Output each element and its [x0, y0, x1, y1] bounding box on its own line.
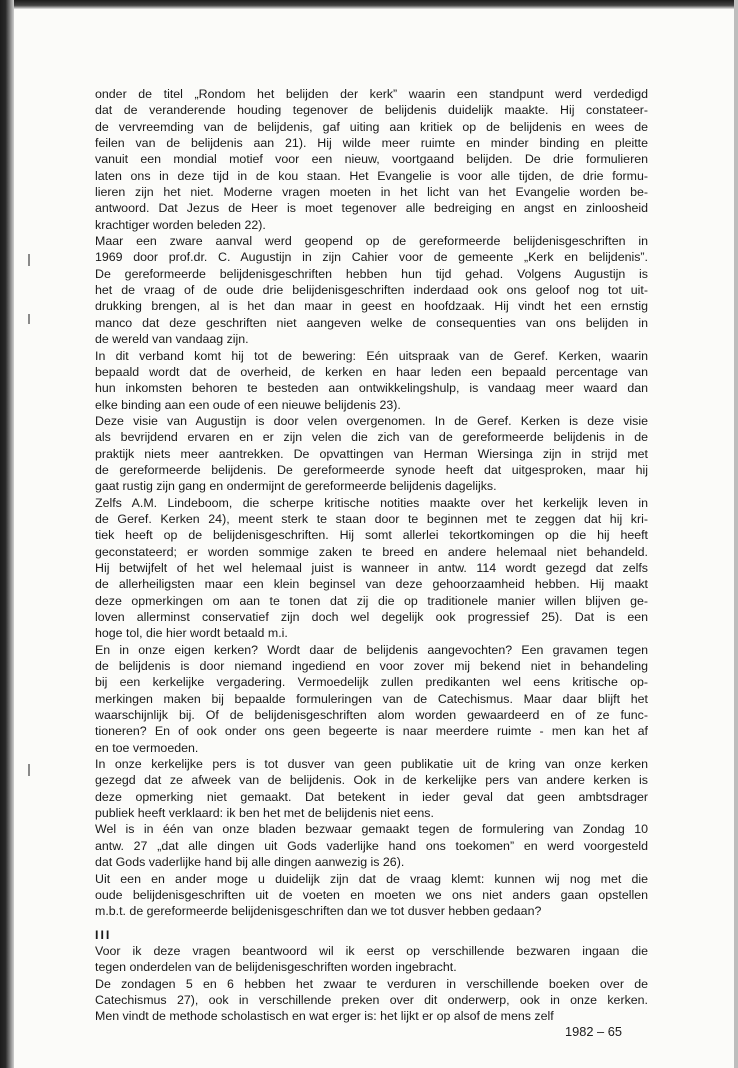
text-line: tioneren? En of ook onder ons geen begeerte is naar meerdere ruimte - men kan het af: [95, 724, 648, 739]
text-line: 1969 door prof.dr. C. Augustijn in zijn Cahier voor de gemeente „Kerk en belijdenis”.: [95, 250, 648, 265]
text-line: de Geref. Kerken 24), meent sterk te staan door te beginnen met te zeggen dat hij kri-: [95, 511, 648, 526]
paragraph: [95, 642, 648, 756]
text-line: laten ons in deze tijd in de kou staan. Het Evangelie is voor alle tijden, de drie formu-: [95, 168, 648, 183]
text-line: drukking brengen, al is het dan maar in geest en hoofdzaak. Hij vindt het een ernstig: [95, 299, 648, 314]
text-line: Catechismus 27), ook in verschillende preken over dit onderwerp, ook in onze kerken.: [95, 992, 648, 1007]
text-line: m.b.t. de gereformeerde belijdenisgeschriften dan we tot dusver hebben gedaan?: [95, 904, 542, 919]
paragraph: [95, 86, 648, 233]
text-line: de vervreemding van de belijdenis, gaf uiting aan kritiek op de belijdenis en wees de: [95, 119, 648, 134]
text-line: hun inkomsten behoren te besteden aan ontwikkelingshulp, is vandaag meer waard dan: [95, 381, 648, 396]
text-line: feilen van de belijdenis aan 21). Hij wilde meer ruimte en minder binding en pleitte: [95, 136, 648, 151]
text-line: hoge tol, die hier wordt betaald m.i.: [95, 626, 288, 641]
text-line: de wereld van vandaag zijn.: [95, 332, 249, 347]
text-line: de belijdenis is door niemand ingediend en voor zover mij bekend niet in behandeling: [95, 659, 648, 674]
paragraph: [95, 413, 648, 495]
text-line: geconstateerd; er worden sommige zaken te breed en andere helemaal niet behandeld.: [95, 544, 648, 559]
paragraph: [95, 871, 648, 920]
margin-mark: [28, 314, 30, 324]
text-line: dat Gods vaderlijke hand bij alle dingen aanwezig is 26).: [95, 855, 405, 870]
text-line: gaat rustig zijn gang en ondermijnt de gereformeerde belijdenis dagelijks.: [95, 479, 497, 494]
text-line: In dit verband komt hij tot de bewering: Eén uitspraak van de Geref. Kerken, waarin: [95, 348, 648, 363]
text-line: het de vraag of de oude drie belijdenisgeschriften inderdaad ook ons geloof nog tot uit-: [95, 283, 648, 298]
text-line: Deze visie van Augustijn is door velen overgenomen. In de Geref. Kerken is deze visie: [95, 413, 648, 428]
paragraph: [95, 943, 648, 976]
text-line: elke binding aan een oude of een nieuwe belijdenis 23).: [95, 397, 401, 412]
text-line: als bevrijdend ervaren en er zijn velen die zich van de gereformeerde belijdenis in de: [95, 430, 648, 445]
text-line: Wel is in één van onze bladen bezwaar gemaakt tegen de formulering van Zondag 10: [95, 822, 648, 837]
text-line: gezegd dat ze afweek van de belijdenis. Ook in de kerkelijke pers van andere kerken is: [95, 773, 648, 788]
scan-border-top: [0, 0, 738, 9]
text-line: De gereformeerde belijdenisgeschriften hebben hun tijd gehad. Volgens Augustijn is: [95, 266, 648, 281]
paragraph: [95, 495, 648, 642]
text-line: Men vindt de methode scholastisch en wat erger is: het lijkt er op alsof de mens zelf: [95, 1009, 554, 1024]
text-line: tegen onderdelen van de belijdenisgeschriften worden ingebracht.: [95, 960, 457, 975]
text-line: waarschijnlijk bij. Of de belijdenisgeschriften alom worden gewaardeerd en of ze func-: [95, 708, 648, 723]
text-line: bepaald wordt dat de overheid, de kerken en haar leden een bepaald percentage van: [95, 364, 648, 379]
text-line: In onze kerkelijke pers is tot dusver van geen publikatie uit de kring van onze kerken: [95, 757, 648, 772]
paragraph: [95, 976, 648, 1025]
text-line: de allerheiligsten maar een klein beginsel van deze gehoorzaamheid hebben. Hij maakt: [95, 577, 648, 592]
text-line: deze opmerkingen om aan te tonen dat zij die op traditionele manier willen blijven ge-: [95, 593, 648, 608]
paragraph: [95, 233, 648, 347]
text-line: Zelfs A.M. Lindeboom, die scherpe kritische notities maakte over het kerkelijk leven in: [95, 495, 648, 510]
text-line: de gereformeerde belijdenis. De gereformeerde synode heeft dat uitgesproken, maar hij: [95, 462, 648, 477]
text-line: oude belijdenisgeschriften uit de voeten en moeten we ons niet anders gaan opstellen: [95, 887, 648, 902]
text-line: Hij betwijfelt of het wel helemaal juist is wanneer in antw. 114 wordt gezegd dat zelfs: [95, 560, 648, 575]
text-line: praktijk niets meer aantrekken. De opvattingen van Herman Wiersinga zijn in strijd met: [95, 446, 648, 461]
paragraph: [95, 348, 648, 413]
margin-mark: [28, 764, 30, 776]
scan-border-left: [0, 0, 14, 1068]
text-line: en toe vermoeden.: [95, 740, 199, 755]
text-line: onder de titel „Rondom het belijden der kerk” waarin een standpunt werd verdedigd: [95, 87, 648, 101]
text-line: De zondagen 5 en 6 hebben het zwaar te verduren in verschillende boeken over de: [95, 976, 648, 991]
margin-mark: [28, 254, 30, 266]
text-line: antwoord. Dat Jezus de Heer is moet tegenover alle bedreiging en angst en zinloosheid: [95, 201, 648, 216]
scan-border-right: [734, 0, 738, 1068]
text-line: antw. 27 „dat alle dingen uit Gods vaderlijke hand ons toekomen” en werd voorgesteld: [95, 838, 648, 853]
text-line: vanuit een mondial motief voor een nieuw, voortgaand belijden. De drie formulieren: [95, 152, 648, 167]
text-line: Voor ik deze vragen beantwoord wil ik eerst op verschillende bezwaren ingaan die: [95, 943, 648, 958]
text-line: En in onze eigen kerken? Wordt daar de belijdenis aangevochten? Een gravamen tegen: [95, 642, 648, 657]
paragraph: [95, 756, 648, 821]
text-line: loven allerminst conservatief zijn doch wel degelijk ook progressief 25). Dat is een: [95, 610, 648, 624]
text-line: lieren zijn het niet. Moderne vragen moeten in het licht van het Evangelie worden be-: [95, 185, 648, 200]
text-line: Uit een en ander moge u duidelijk zijn dat de vraag klemt: kunnen wij nog met die: [95, 871, 648, 886]
text-line: deze opmerking niet gemaakt. Dat betekent in ieder geval dat geen ambtsdrager: [95, 789, 648, 804]
text-line: Maar een zware aanval werd geopend op de gereformeerde belijdenisgeschriften in: [95, 234, 648, 249]
text-line: publiek heeft verklaard: ik ben het met de belijdenis niet eens.: [95, 806, 434, 821]
text-line: merkingen maken bij bepaalde formuleringen van de Catechismus. Maar daar blijft het: [95, 691, 648, 706]
text-line: krachtiger worden beleden 22).: [95, 217, 266, 232]
text-line: tiek heeft op de belijdenisgeschriften. Hij somt allerlei tekortkomingen op die hij heeft: [95, 528, 648, 543]
paragraph: [95, 821, 648, 870]
body-text: [95, 86, 648, 1025]
text-line: dat de veranderende houding tegenover de belijdenis duidelijk maakte. Hij constateer-: [95, 103, 648, 118]
text-line: manco dat deze geschriften niet aangeven welke de consequenties van ons belijden in: [95, 315, 648, 330]
text-line: bij een kerkelijke vergadering. Vermoedelijk zullen predikanten wel eens kritische op-: [95, 675, 648, 690]
section-numeral: III: [95, 927, 112, 942]
page-number: 1982 – 65: [565, 1024, 622, 1039]
